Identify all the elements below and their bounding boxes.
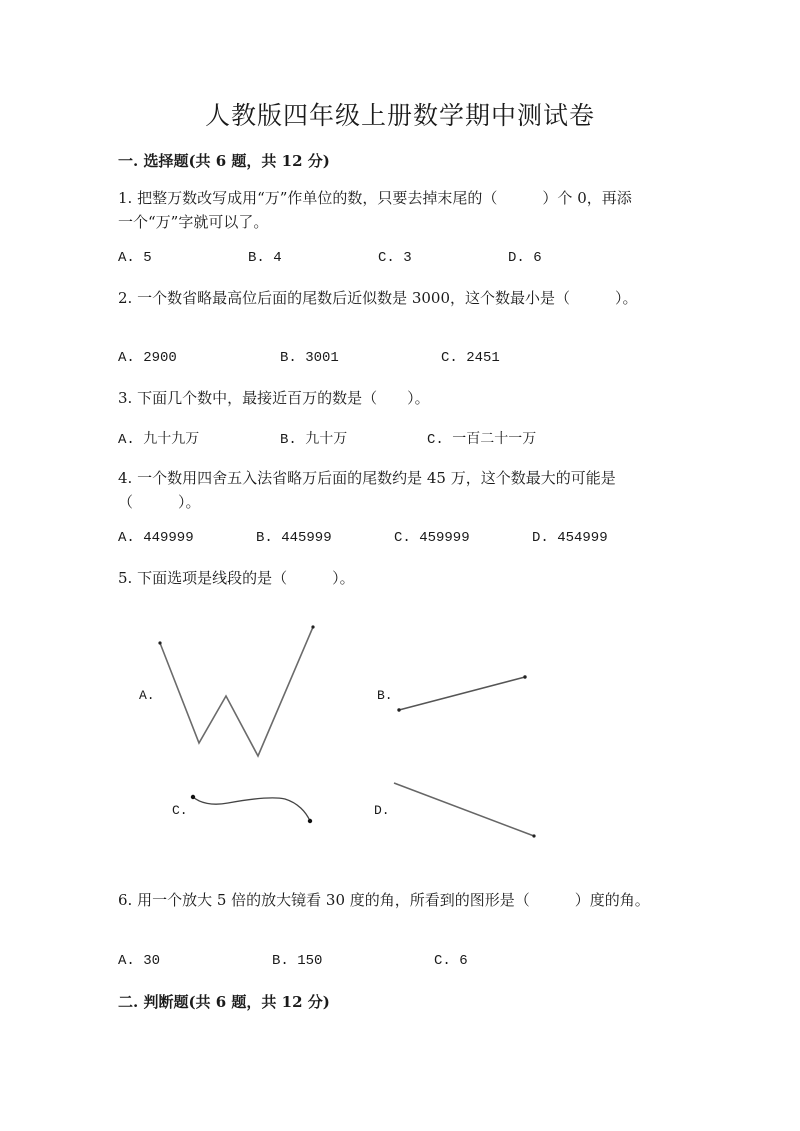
question-4-option-d: D. 454999 bbox=[532, 530, 608, 546]
page-title: 人教版四年级上册数学期中测试卷 bbox=[204, 101, 595, 130]
figure-b-segment bbox=[397, 675, 526, 711]
question-4-line1: 4. 一个数用四舍五入法省略万后面的尾数约是 45 万，这个数最大的可能是 bbox=[118, 469, 616, 487]
figure-d-ray bbox=[394, 783, 536, 838]
question-6-option-b: B. 150 bbox=[272, 953, 323, 969]
question-3-option-a: A. 九十九万 bbox=[118, 432, 200, 448]
figure-a-polyline bbox=[158, 625, 314, 756]
question-6-line1: 6. 用一个放大 5 倍的放大镜看 30 度的角，所看到的图形是（ ）度的角。 bbox=[118, 891, 650, 909]
figure-label-a: A. bbox=[139, 688, 155, 703]
question-3-line1: 3. 下面几个数中，最接近百万的数是（ ）。 bbox=[118, 389, 430, 407]
question-6-option-a: A. 30 bbox=[118, 953, 161, 969]
section-heading-choice: 一. 选择题(共 6 题，共 12 分) bbox=[118, 152, 330, 170]
figure-label-c: C. bbox=[172, 803, 188, 818]
question-3-option-b: B. 九十万 bbox=[280, 432, 348, 448]
figure-label-b: B. bbox=[377, 688, 393, 703]
question-2-line1: 2. 一个数省略最高位后面的尾数后近似数是 3000，这个数最小是（ ）。 bbox=[118, 289, 638, 307]
question-4-line2: （ ）。 bbox=[118, 493, 201, 511]
question-1-option-a: A. 5 bbox=[118, 250, 152, 266]
section-heading-true-false: 二. 判断题(共 6 题，共 12 分) bbox=[118, 993, 330, 1011]
question-4-option-a: A. 449999 bbox=[118, 530, 194, 546]
question-1-line2: 一个“万”字就可以了。 bbox=[118, 213, 269, 231]
question-3-option-c: C. 一百二十一万 bbox=[427, 432, 537, 448]
question-5-line1: 5. 下面选项是线段的是（ ）。 bbox=[118, 569, 355, 587]
question-1-line1: 1. 把整万数改写成用“万”作单位的数，只要去掉末尾的（ ）个 0，再添 bbox=[118, 189, 632, 207]
question-1-option-d: D. 6 bbox=[508, 250, 542, 266]
question-2-option-b: B. 3001 bbox=[280, 350, 339, 366]
question-1-option-c: C. 3 bbox=[378, 250, 412, 266]
question-6-option-c: C. 6 bbox=[434, 953, 468, 969]
question-1-option-b: B. 4 bbox=[248, 250, 282, 266]
figure-label-d: D. bbox=[374, 803, 390, 818]
question-4-option-b: B. 445999 bbox=[256, 530, 332, 546]
question-2-option-a: A. 2900 bbox=[118, 350, 177, 366]
figure-c-curve bbox=[191, 795, 312, 823]
question-2-option-c: C. 2451 bbox=[441, 350, 500, 366]
question-4-option-c: C. 459999 bbox=[394, 530, 470, 546]
